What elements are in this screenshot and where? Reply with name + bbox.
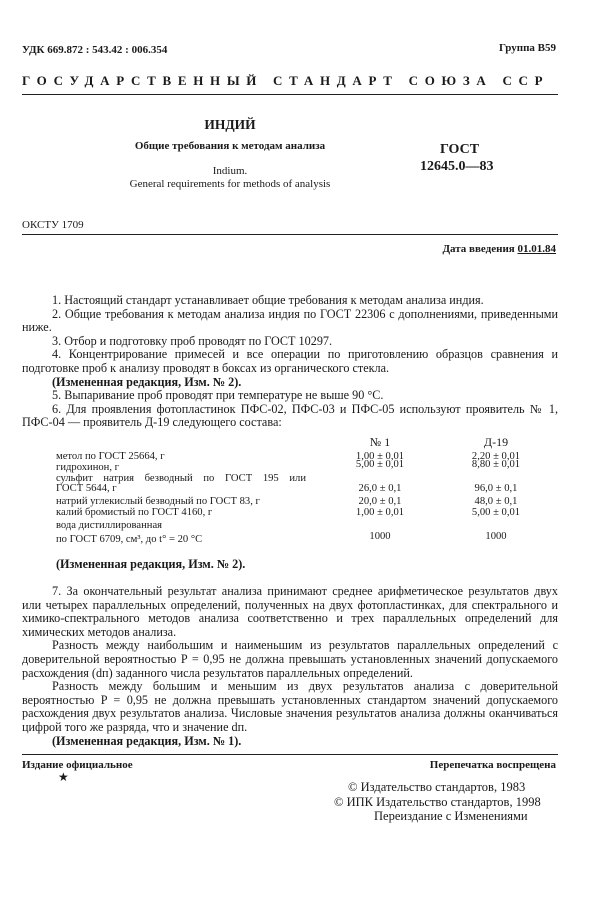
- star-icon: ★: [58, 770, 69, 784]
- subtitle-ru: Общие требования к методам анализа: [134, 140, 326, 152]
- title-en: Indium.: [212, 165, 248, 177]
- intro-date-label: Дата введения: [442, 243, 515, 255]
- official-edition: Издание официальное: [22, 759, 133, 771]
- section-7: [22, 585, 558, 748]
- table-row: сульфит натрия безводный по ГОСТ 195 или: [56, 472, 306, 484]
- section-7-para-3: Разность между большим и меньшим из двух результатов анализа с доверительной вероятностью P = 0,95 не должна превышать установленных стандартом значений допускаемого расхождения двух результатов анализа. Числовые значения результатов анализа должны оканчиваться цифрой того же разряда, что и значение dп.: [22, 679, 558, 734]
- copyright-1983: © Издательство стандартов, 1983: [348, 780, 526, 794]
- udk-code: УДК 669.872 : 543.42 : 006.354: [22, 44, 168, 56]
- amendment-note-1: (Измененная редакция, Изм. № 1).: [52, 733, 242, 748]
- col-header-1: № 1: [369, 435, 391, 449]
- item-6: 6. Для проявления фотопластинок ПФС-02, ПФС-03 и ПФС-05 используют проявитель № 1, ПФС-04 — проявитель Д-19 следующего состава:: [22, 401, 558, 430]
- footer-rule: [22, 754, 558, 755]
- table-row: ГОСТ 5644, г 26,0 ± 0,1 96,0 ± 0,1: [56, 483, 518, 495]
- copyright-block: [334, 780, 556, 824]
- item-4: 4. Концентрирование примесей и все операции по приготовлению образцов сравнения и подготовке проб к анализу проводят в боксах из органического стекла.: [22, 347, 558, 375]
- subtitle-en: General requirements for methods of analysis: [129, 178, 331, 190]
- table-row: калий бромистый по ГОСТ 4160, г 1,00 ± 0,01 5,00 ± 0,01: [56, 506, 521, 518]
- table-row: гидрохинон, г 5,00 ± 0,01 8,80 ± 0,01: [56, 458, 521, 473]
- okstu-rule: [22, 234, 558, 235]
- intro-date-value: 01.01.84: [517, 243, 556, 255]
- col-header-2: Д-19: [483, 435, 509, 449]
- table-row: натрий углекислый безводный по ГОСТ 83, г 20,0 ± 0,1 48,0 ± 0,1: [56, 496, 518, 508]
- reprint-prohibited: Перепечатка воспрещена: [429, 759, 556, 771]
- title-ru: ИНДИЙ: [204, 117, 256, 132]
- item-3: 3. Отбор и подготовку проб проводят по ГОСТ 10297.: [52, 333, 333, 348]
- okstu-code: ОКСТУ 1709: [22, 219, 84, 231]
- item-1: 1. Настоящий стандарт устанавливает общие требования к методам анализа индия.: [52, 293, 484, 307]
- item-2: 2. Общие требования к методам анализа индия по ГОСТ 22306 с дополнениями, приведенными ниже.: [22, 306, 558, 335]
- amendment-note-2: (Измененная редакция, Изм. № 2).: [56, 557, 246, 571]
- developer-table: [56, 452, 536, 545]
- table-row: по ГОСТ 6709, см³, до t° = 20 °С 1000 1000: [56, 530, 507, 545]
- intro-date: [442, 243, 556, 255]
- item-5: 5. Выпаривание проб проводят при температуре не выше 90 °С.: [52, 388, 384, 403]
- gost-label: ГОСТ: [440, 142, 480, 157]
- amendment-note: (Измененная редакция, Изм. № 2).: [52, 374, 242, 389]
- table-row: вода дистиллированная: [56, 519, 163, 531]
- state-standard-banner: ГОСУДАРСТВЕННЫЙ СТАНДАРТ СОЮЗА ССР: [22, 73, 550, 88]
- group-code: Группа В59: [498, 42, 556, 54]
- table-row: метол по ГОСТ 25664, г 1,00 ± 0,01 2,20 ± 0,01: [56, 451, 521, 462]
- section-7-para-2: Разность между наибольшим и наименьшим из результатов параллельных определений с доверительной вероятностью P = 0,95 не должна превышать установленных значений допускаемого расхождения (dп) заданного числа результатов параллельных определений.: [22, 638, 558, 680]
- header-rule: [22, 94, 558, 95]
- section-7-para-1: 7. За окончательный результат анализа принимают среднее арифметическое результатов двух или четырех параллельных определений, полученных на двух фотопластинках, для спектрального и химико-спектрального методов анализа соответственно и трех параллельных определений для химических методов анализа.: [22, 584, 558, 639]
- copyright-1998: © ИПК Издательство стандартов, 1998: [334, 794, 541, 809]
- gost-number: 12645.0—83: [420, 159, 494, 174]
- items-block: [22, 294, 558, 430]
- reissue-note: Переиздание с Изменениями: [374, 809, 528, 823]
